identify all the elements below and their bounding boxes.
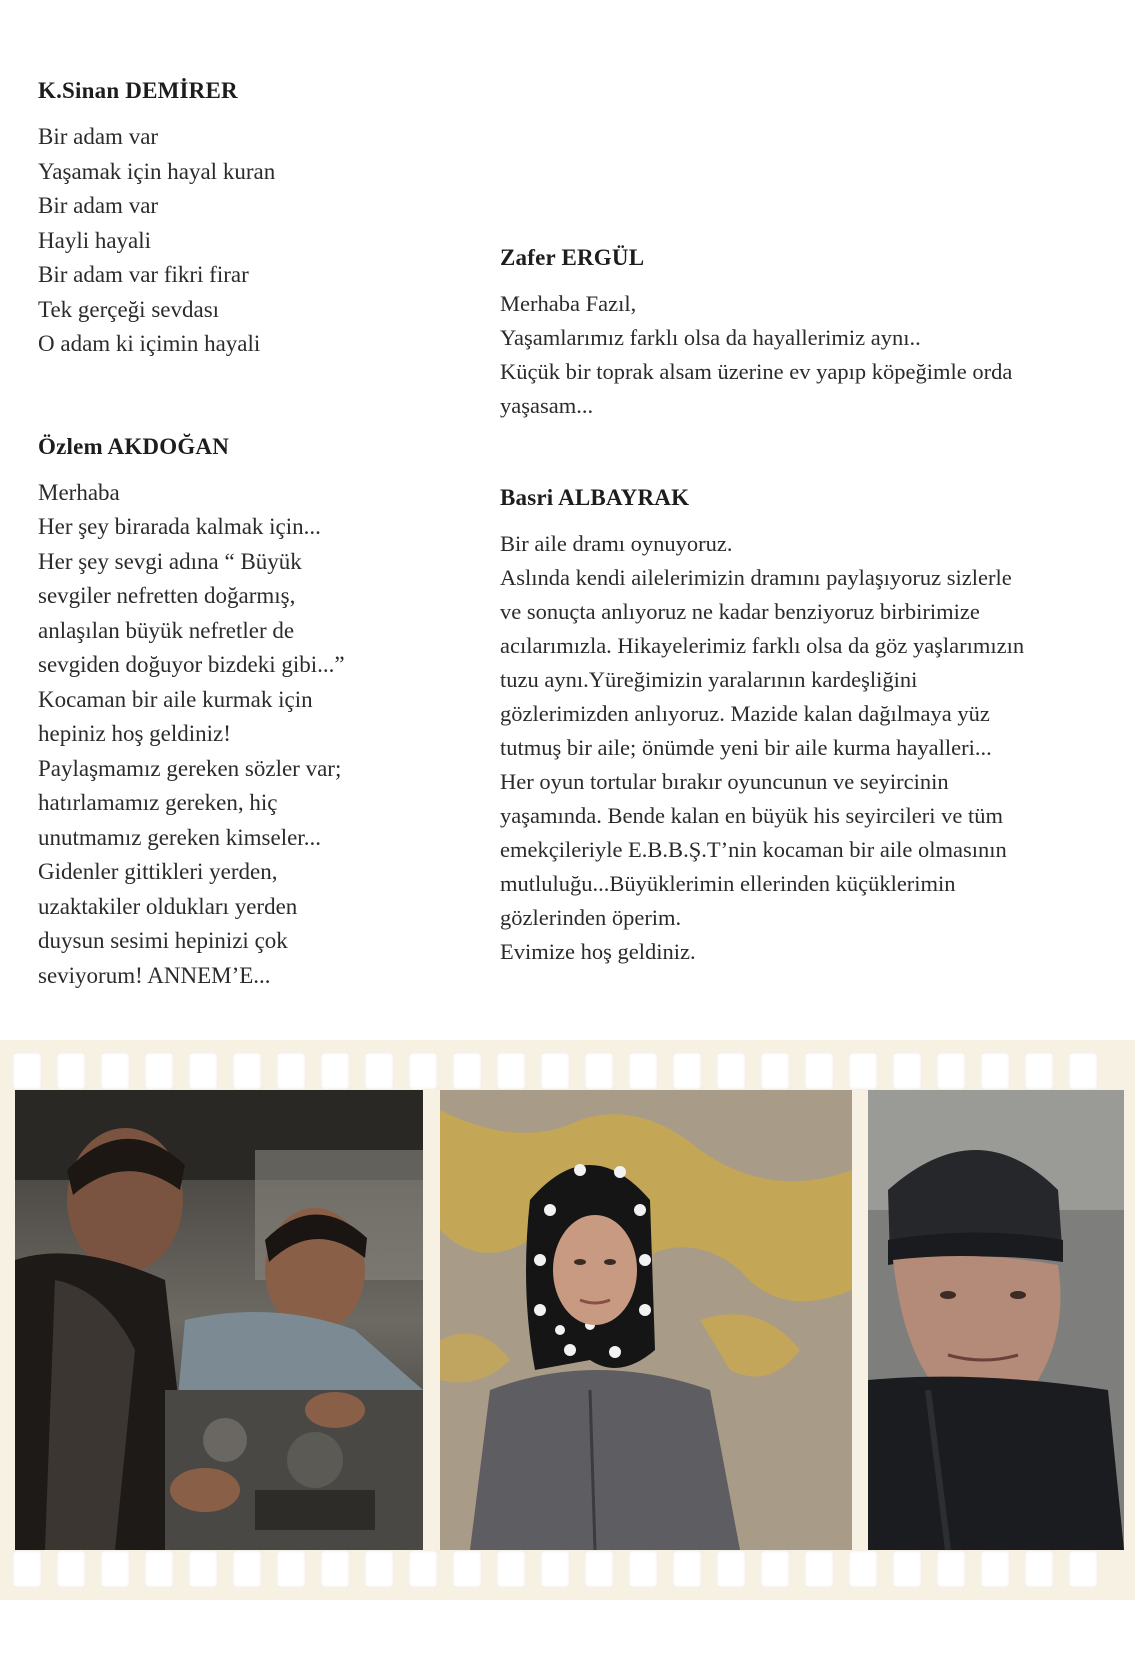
text-line: emekçileriyle E.B.B.Ş.T’nin kocaman bir aile olmasının — [500, 837, 1007, 862]
text-line: Her şey sevgi adına “ Büyük — [38, 548, 302, 574]
text-line: Bir aile dramı oynuyoruz. — [500, 531, 733, 556]
text-line: anlaşılan büyük nefretler de — [38, 617, 295, 643]
photo-woman-headscarf — [440, 1090, 852, 1550]
basri-section — [500, 485, 1100, 969]
text-line: acılarımızla. Hikayelerimiz farklı olsa da göz yaşlarımızın — [500, 633, 1025, 658]
photo-mechanics — [15, 1090, 423, 1550]
text-line: uzaktakiler oldukları yerden — [38, 893, 298, 919]
text-line: Küçük bir toprak alsam üzerine ev yapıp köpeğimle orda — [500, 359, 1013, 384]
ksinan-section — [38, 78, 458, 362]
text-line: mutluluğu...Büyüklerimin ellerinden küçüklerimin — [500, 871, 956, 896]
text-line: ve sonuçta anlıyoruz ne kadar benziyoruz birbirimize — [500, 599, 980, 624]
text-line: Kocaman bir aile kurmak için — [38, 686, 313, 712]
poem-line: Hayli hayali — [38, 227, 152, 253]
author-name-ksinan: K.Sinan DEMİRER — [38, 78, 238, 103]
text-line: Evimize hoş geldiniz. — [500, 939, 696, 964]
text-line: Yaşamlarımız farklı olsa da hayallerimiz aynı.. — [500, 325, 921, 350]
text-line: yaşamında. Bende kalan en büyük his seyircileri ve tüm — [500, 803, 1003, 828]
poem-line: O adam ki içimin hayali — [38, 331, 261, 356]
text-line: tuzu aynı.Yüreğimizin yaralarının kardeşliğini — [500, 667, 918, 692]
text-line: hatırlamamız gereken, hiç — [38, 790, 278, 815]
text-line: duysun sesimi hepinizi çok — [38, 928, 288, 953]
poem-line: Bir adam var — [38, 124, 159, 149]
poem-line: Yaşamak için hayal kuran — [38, 158, 276, 184]
left-column — [38, 78, 458, 993]
poem-line: Bir adam var — [38, 193, 159, 218]
text-line: yaşasam... — [500, 393, 594, 418]
text-line: Her şey birarada kalmak için... — [38, 514, 321, 539]
film-perforations-top — [0, 1048, 1135, 1094]
ksinan-poem — [38, 120, 458, 362]
text-line: sevgiler nefretten doğarmış, — [38, 583, 296, 608]
text-line: Gidenler gittikleri yerden, — [38, 859, 278, 884]
basri-text — [500, 527, 1100, 969]
text-line: Merhaba — [38, 479, 120, 505]
poem-line: Bir adam var fikri firar — [38, 262, 249, 287]
zafer-text — [500, 287, 1100, 423]
ozlem-section — [38, 434, 458, 994]
film-perforations-bottom — [0, 1546, 1135, 1592]
text-line: tutmuş bir aile; önümde yeni bir aile kurma hayalleri... — [500, 735, 992, 760]
text-line: hepiniz hoş geldiniz! — [38, 721, 231, 746]
author-name-zafer: Zafer ERGÜL — [500, 245, 645, 270]
text-line: Aslında kendi ailelerimizin dramını paylaşıyoruz sizlerle — [500, 565, 1012, 590]
text-line: seviyorum! ANNEM’E... — [38, 962, 271, 988]
text-line: gözlerimizden anlıyoruz. Mazide kalan dağılmaya yüz — [500, 701, 990, 726]
author-name-basri: Basri ALBAYRAK — [500, 485, 690, 510]
text-line: unutmamız gereken kimseler... — [38, 824, 321, 850]
text-line: gözlerinden öperim. — [500, 905, 682, 930]
text-line: sevgiden doğuyor bizdeki gibi...” — [38, 652, 345, 677]
photo-man-knit-cap — [868, 1090, 1124, 1550]
author-name-ozlem: Özlem AKDOĞAN — [38, 433, 230, 459]
right-column — [500, 245, 1100, 969]
zafer-section — [500, 245, 1100, 423]
ozlem-text — [38, 476, 458, 994]
text-line: Merhaba Fazıl, — [500, 291, 637, 316]
text-line: Her oyun tortular bırakır oyuncunun ve seyircinin — [500, 769, 949, 794]
text-line: Paylaşmamız gereken sözler var; — [38, 755, 342, 781]
poem-line: Tek gerçeği sevdası — [38, 296, 220, 322]
